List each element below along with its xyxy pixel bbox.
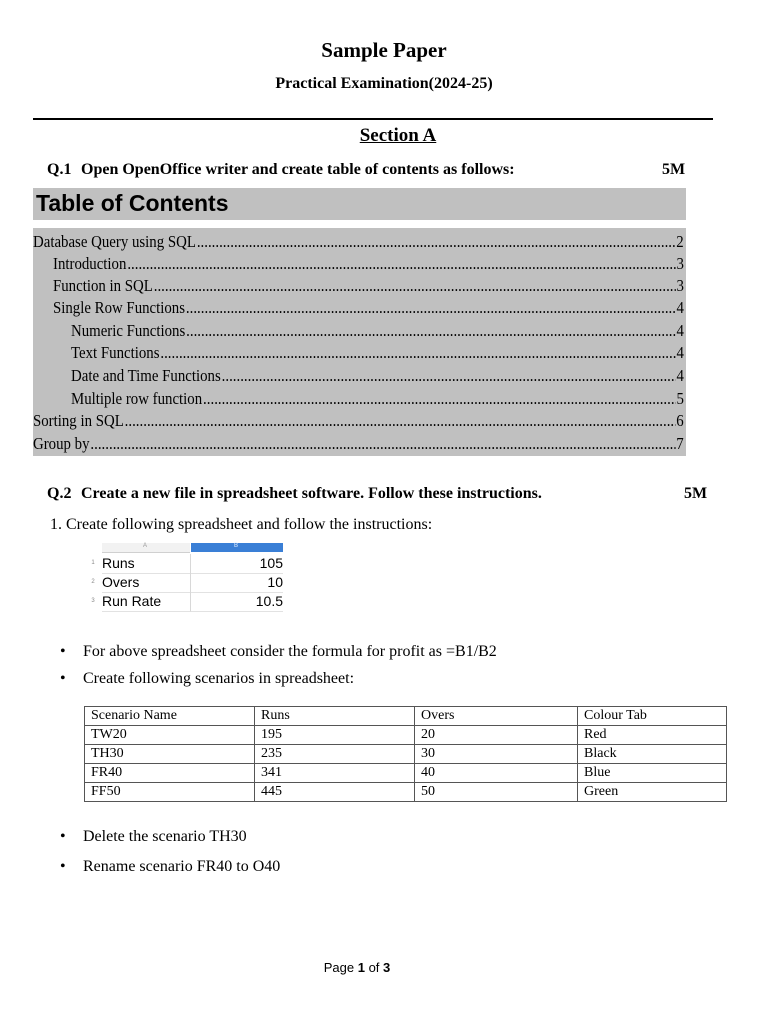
- section-heading: Section A: [359, 125, 437, 146]
- bullet-item: • For above spreadsheet consider the formula for profit as =B1/B2: [83, 643, 497, 661]
- header-divider: [33, 118, 713, 120]
- cell-a: Overs: [102, 573, 191, 593]
- column-header-b: [191, 543, 283, 552]
- row-number: 3: [91, 598, 95, 604]
- toc-entry-label: Numeric Functions: [71, 321, 186, 340]
- toc-entry: [33, 409, 684, 431]
- toc-leader: [90, 434, 675, 454]
- toc-entry: [71, 341, 684, 363]
- footer-prefix: Page: [323, 960, 358, 975]
- bullet-item: • Delete the scenario TH30: [83, 828, 247, 846]
- toc-heading-bar: [33, 188, 686, 220]
- table-header-cell: Scenario Name: [85, 707, 255, 726]
- question-2-marks: 5M: [684, 485, 708, 502]
- toc-leader: [154, 276, 676, 296]
- table-cell: FR40: [85, 764, 255, 783]
- scenario-table: [84, 706, 727, 802]
- table-cell: TH30: [85, 745, 255, 764]
- toc-entry: [53, 252, 684, 274]
- toc-entry-page: 4: [676, 298, 684, 317]
- cell-b: 105: [191, 554, 283, 574]
- footer-total-pages: 3: [383, 960, 391, 975]
- table-cell: Blue: [578, 764, 727, 783]
- toc-entry-label: Function in SQL: [53, 276, 153, 295]
- question-1-number: Q.1: [47, 161, 72, 178]
- toc-entry: [33, 432, 684, 454]
- toc-entry-page: 7: [676, 434, 684, 453]
- table-header-cell: Runs: [255, 707, 415, 726]
- table-cell: 50: [415, 783, 578, 802]
- toc-heading: Table of Contents: [36, 190, 229, 216]
- question-2: [47, 485, 542, 503]
- table-row: [85, 745, 727, 764]
- toc-entry-label: Group by: [33, 434, 90, 453]
- table-cell: 235: [255, 745, 415, 764]
- toc-entry-page: 2: [676, 232, 684, 251]
- table-cell: TW20: [85, 726, 255, 745]
- toc-entry-label: Multiple row function: [71, 389, 203, 408]
- paper-title: Sample Paper: [321, 38, 447, 62]
- paper-subtitle: Practical Examination(2024-25): [275, 75, 493, 92]
- question-2-number: Q.2: [47, 485, 72, 502]
- column-header-a: [102, 543, 190, 553]
- table-cell: 341: [255, 764, 415, 783]
- table-cell: 445: [255, 783, 415, 802]
- toc-leader: [186, 321, 675, 341]
- column-header-a-label: A: [143, 543, 148, 549]
- toc-entry-label: Sorting in SQL: [33, 411, 124, 430]
- toc-leader: [222, 366, 676, 386]
- toc-leader: [127, 254, 675, 274]
- table-header-cell: Overs: [415, 707, 578, 726]
- column-header-b-label: B: [234, 543, 239, 549]
- question-1: [47, 161, 515, 179]
- toc-entry-page: 3: [676, 276, 684, 295]
- toc-entry-page: 4: [676, 343, 684, 362]
- table-cell: 195: [255, 726, 415, 745]
- toc-entry-page: 6: [676, 411, 684, 430]
- toc-entry-label: Single Row Functions: [53, 298, 186, 317]
- toc-entry: [71, 387, 684, 409]
- spreadsheet-row: [84, 592, 286, 611]
- row-number: 1: [91, 560, 95, 566]
- toc-body: [33, 228, 686, 456]
- table-cell: Black: [578, 745, 727, 764]
- toc-entry-page: 4: [676, 321, 684, 340]
- toc-entry: [53, 296, 684, 318]
- bullet-item: • Rename scenario FR40 to O40: [83, 858, 280, 876]
- question-1-marks: 5M: [662, 161, 686, 178]
- table-header-cell: Colour Tab: [578, 707, 727, 726]
- cell-b: 10: [191, 573, 283, 593]
- table-cell: 30: [415, 745, 578, 764]
- question-1-text: Open OpenOffice writer and create table of contents as follows:: [81, 161, 515, 178]
- toc-leader: [203, 389, 676, 409]
- toc-entry-label: Introduction: [53, 254, 127, 273]
- table-cell: 40: [415, 764, 578, 783]
- table-row: [85, 764, 727, 783]
- toc-entry-page: 3: [676, 254, 684, 273]
- table-header-row: [85, 707, 727, 726]
- table-cell: Green: [578, 783, 727, 802]
- footer-current-page: 1: [357, 960, 365, 975]
- cell-a: Runs: [102, 554, 191, 574]
- table-cell: 20: [415, 726, 578, 745]
- toc-entry: [71, 364, 684, 386]
- cell-a: Run Rate: [102, 592, 191, 612]
- bullet-item: • Create following scenarios in spreadsheet:: [83, 670, 354, 688]
- spreadsheet-row: [84, 573, 286, 592]
- toc-entry: [71, 319, 684, 341]
- toc-leader: [186, 298, 676, 318]
- toc-entry-label: Text Functions: [71, 343, 160, 362]
- table-cell: FF50: [85, 783, 255, 802]
- toc-entry-label: Database Query using SQL: [33, 232, 196, 251]
- toc-entry: [33, 230, 684, 252]
- cell-b: 10.5: [191, 592, 283, 612]
- toc-entry-page: 5: [676, 389, 684, 408]
- toc-leader: [160, 343, 675, 363]
- instruction-1: 1. Create following spreadsheet and follow the instructions:: [50, 516, 433, 533]
- toc-entry: [53, 274, 684, 296]
- question-2-text: Create a new file in spreadsheet software. Follow these instructions.: [81, 485, 542, 502]
- toc-leader: [125, 411, 676, 431]
- table-row: [85, 726, 727, 745]
- toc-leader: [197, 232, 676, 252]
- toc-entry-page: 4: [676, 366, 684, 385]
- footer-of: of: [364, 960, 384, 975]
- table-cell: Red: [578, 726, 727, 745]
- page-footer: [0, 960, 714, 975]
- spreadsheet-row: [84, 554, 286, 573]
- table-row: [85, 783, 727, 802]
- row-number: 2: [91, 579, 95, 585]
- toc-entry-label: Date and Time Functions: [71, 366, 221, 385]
